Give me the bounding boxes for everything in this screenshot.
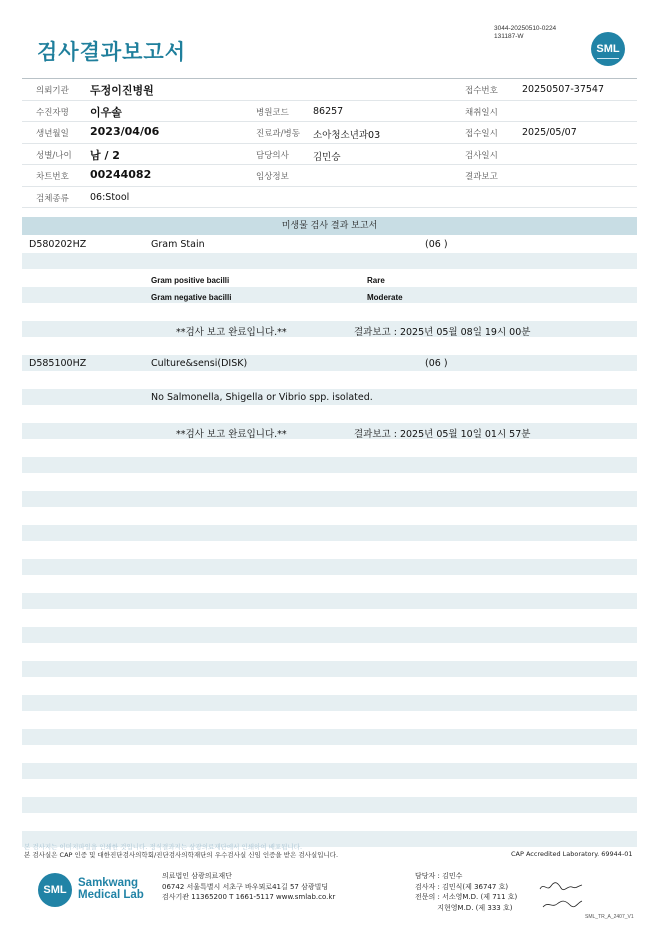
report-time: 결과보고 : 2025년 05월 08일 19시 00분 [354, 327, 531, 338]
hospital-value: 두정이진병원 [90, 84, 154, 97]
receipt-date-value: 2025/05/07 [522, 127, 577, 138]
result-item-name: Gram positive bacilli [151, 276, 230, 285]
chart-no-value: 00244082 [90, 168, 152, 181]
department-value: 소아청소년과03 [313, 130, 381, 141]
accreditation-notice: 본 검사실은 CAP 인증 및 대한진단검사의학회/진단검사의학재단의 우수검사실 신임 인증을 받은 검사실입니다. [24, 851, 339, 859]
cap-accreditation: CAP Accredited Laboratory. 69944-01 [511, 850, 633, 858]
report-time: 결과보고 : 2025년 05월 10일 01시 57분 [354, 429, 531, 440]
form-version: SML_TR_A_2407_V1 [585, 914, 634, 920]
test-name: Gram Stain [151, 239, 205, 250]
row-stripe [22, 627, 637, 643]
row-stripe [22, 321, 637, 337]
info-row: 수진자명 이우솔 병원코드 86257 채취일시 [22, 101, 637, 123]
row-stripe [22, 695, 637, 711]
row-stripe [22, 559, 637, 575]
row-stripe [22, 253, 637, 269]
row-stripe [22, 491, 637, 507]
patient-info-table [22, 78, 637, 208]
info-row: 성별/나이 남 / 2 담당의사 김민승 검사일시 [22, 144, 637, 166]
info-row: 차트번호 00244082 임상정보 결과보고 [22, 165, 637, 187]
row-stripe [22, 355, 637, 371]
test-specimen: (06 ) [425, 358, 448, 369]
test-code: D585100HZ [29, 358, 87, 369]
test-code: D580202HZ [29, 239, 87, 250]
sml-logo: SML [591, 32, 625, 66]
receipt-no-value: 20250507-37547 [522, 84, 605, 95]
row-stripe [22, 457, 637, 473]
test-specimen: (06 ) [425, 239, 448, 250]
info-row: 생년월일 2023/04/06 진료과/병동 소아청소년과03 접수일시 2025/05/07 [22, 122, 637, 144]
row-stripe [22, 661, 637, 677]
culture-result: No Salmonella, Shigella or Vibrio spp. isolated. [151, 392, 373, 403]
row-stripe [22, 729, 637, 745]
info-row: 의뢰기관 두정이진병원 접수번호 20250507-37547 [22, 79, 637, 101]
page-title: 검사결과보고서 [37, 40, 187, 64]
row-stripe [22, 423, 637, 439]
result-item-name: Gram negative bacilli [151, 293, 232, 302]
specimen-value: 06:Stool [90, 191, 130, 203]
doctor-value: 김민승 [313, 151, 341, 163]
signature-image [538, 880, 584, 894]
document-code: 3044-20250510-0224 131187-W [494, 25, 557, 40]
sex-age-value: 남 / 2 [90, 148, 120, 162]
section-title: 미생물 검사 결과 보고서 [22, 217, 637, 235]
row-stripe [22, 525, 637, 541]
hospital-code-value: 86257 [313, 105, 344, 117]
result-item-value: Rare [367, 276, 385, 285]
birth-date-value: 2023/04/06 [90, 125, 160, 138]
staff-list: 담당자 : 김민수 검사자 : 김민식(제 36747 호) 전문의 : 서소영M.D. (제 711 호) 지현영M.D. (제 333 호) [415, 872, 518, 912]
signature-image [540, 897, 584, 911]
row-stripe [22, 593, 637, 609]
patient-name-value: 이우솔 [90, 105, 122, 119]
row-stripe [22, 287, 637, 303]
result-item-value: Moderate [367, 293, 403, 302]
row-stripe [22, 797, 637, 813]
info-row: 검체종류 06:Stool [22, 187, 637, 209]
row-stripe [22, 763, 637, 779]
brand-name: Samkwang Medical Lab [78, 877, 144, 901]
report-complete: **검사 보고 완료입니다.** [176, 327, 287, 338]
footer-logo: SML [38, 873, 72, 907]
report-complete: **검사 보고 완료입니다.** [176, 429, 287, 440]
print-notice: 본 검사지는 이미지파일을 인쇄한 것입니다. 정식결과지는 삼광의료재단에서 인쇄하여 배포됩니다. [24, 843, 303, 851]
org-address: 의료법인 삼광의료재단 06742 서울특별시 서초구 바우뫼로41길 57 삼광빌딩 검사기관 11365200 T 1661-5117 www.smlab.co.kr [162, 872, 336, 901]
test-name: Culture&sensi(DISK) [151, 358, 248, 369]
